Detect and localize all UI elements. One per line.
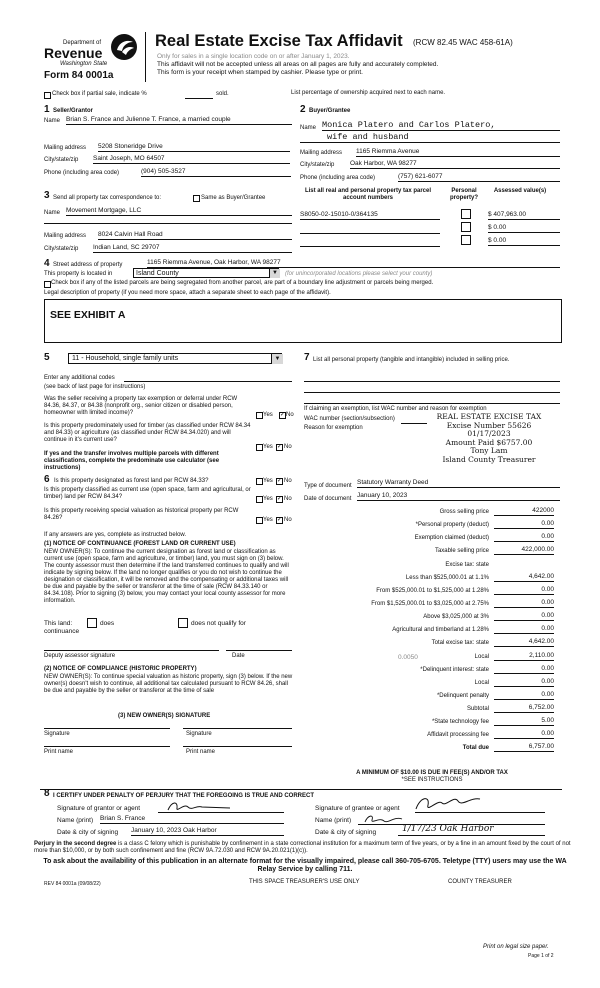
- county-select[interactable]: Island County: [133, 268, 279, 278]
- partial-sale-checkbox[interactable]: [44, 92, 51, 99]
- tax-line-value[interactable]: 0.00: [494, 586, 554, 595]
- tax-line-value[interactable]: 4,642.00: [494, 638, 554, 647]
- tax-line-label: From $1,525,000.01 to $3,025,000 at 2.75%: [371, 601, 489, 607]
- notice2-title: (2) NOTICE OF COMPLIANCE (HISTORIC PROPERTY): [44, 666, 197, 672]
- current-use-no-checkbox-checked[interactable]: ✓: [277, 496, 283, 502]
- exemption-yes-checkbox[interactable]: [256, 412, 263, 419]
- tax-line-value[interactable]: 5.00: [494, 717, 554, 726]
- owner-print-line-1[interactable]: [44, 746, 170, 747]
- tax-line-value[interactable]: 0.00: [494, 612, 554, 621]
- segregated-label: Check box if any of the listed parcels are being segregated from another parcel, are part of a boundary line adjustment or parcels being merged.: [51, 280, 434, 286]
- assessed-value-3[interactable]: $ 0.00: [488, 237, 560, 246]
- timber-yes-checkbox[interactable]: [256, 444, 263, 451]
- partial-sale-percent-line: [185, 98, 213, 99]
- header-divider: [145, 32, 146, 82]
- revenue-label: Revenue: [44, 45, 103, 61]
- tax-line-value[interactable]: 0.00: [494, 678, 554, 687]
- tax-line-value[interactable]: 0.00: [494, 665, 554, 674]
- tax-line-value[interactable]: 0.00: [494, 520, 554, 529]
- tax-line-label: Subtotal: [466, 706, 489, 712]
- land-use-select[interactable]: 11 - Household, single family units: [68, 353, 282, 364]
- deputy-date-line[interactable]: [226, 650, 292, 651]
- grantee-date-city[interactable]: 1/17/23 Oak Harbor: [398, 824, 545, 836]
- forest-yes-checkbox[interactable]: [256, 478, 263, 485]
- land-use-dropdown-chevron-icon[interactable]: ▼: [271, 354, 283, 364]
- current-use-question: Is this property classified as current use (open space, farm and agricultural, or timber) land per RCW 84.34?: [44, 487, 251, 500]
- forest-question: Is this property designated as forest land per RCW 84.33?: [54, 478, 209, 484]
- additional-codes-field[interactable]: [124, 381, 292, 382]
- parcel-col-header: List all real and personal property tax parcel account numbers: [304, 188, 432, 201]
- tax-line-value[interactable]: 0.00: [494, 533, 554, 542]
- does-qualify-checkbox[interactable]: [87, 618, 97, 628]
- if-yes-note: If any answers are yes, complete as instructed below.: [44, 532, 187, 538]
- section7-text: List all personal property (tangible and intangible) included in selling price.: [313, 357, 510, 363]
- buyer-name-line1[interactable]: Monica Platero and Carlos Platero,: [322, 120, 560, 131]
- forest-no-checkbox-checked[interactable]: ✓: [277, 478, 283, 484]
- treasurer-paid-stamp: REAL ESTATE EXCISE TAX Excise Number 55626 01/17/2023 Amount Paid $6757.00 Tony Lam Island County Treasurer: [436, 412, 542, 464]
- parcel-number-3[interactable]: [300, 246, 440, 247]
- county-hint: (for unincorporated locations please select your county): [285, 271, 433, 277]
- tax-line-value[interactable]: 0.00: [494, 625, 554, 634]
- tax-line-value[interactable]: 0.00: [494, 691, 554, 700]
- tax-line-label: From $525,000.01 to $1,525,000 at 1.28%: [376, 588, 489, 594]
- tax-line-label: Less than $525,000.01 at 1.1%: [405, 575, 489, 581]
- form-title: Real Estate Excise Tax Affidavit: [155, 32, 403, 50]
- page-number: Page 1 of 2: [528, 953, 554, 959]
- tax-line-value[interactable]: 6,752.00: [494, 704, 554, 713]
- header-note-3: This form is your receipt when stamped by cashier. Please type or print.: [157, 69, 363, 76]
- legal-description: SEE EXHIBIT A: [50, 309, 126, 321]
- exemption-question: Was the seller receiving a property tax exemption or deferral under RCW 84.36, 84.37, or 84.38 (nonprofit org., senior citizen or disabled person, homeowner with limited income)?: [44, 396, 238, 416]
- parcel-number-1[interactable]: S8050-02-15010-0/364135: [300, 211, 440, 220]
- timber-question-note: If yes and the transfer involves multiple parcels with different classifications, complete the predominate use calculator (see instructions): [44, 451, 220, 471]
- notice1-title: (1) NOTICE OF CONTINUANCE (FOREST LAND OR CURRENT USE): [44, 541, 236, 547]
- tax-line-label: *State technology fee: [431, 719, 489, 725]
- segregated-checkbox[interactable]: [44, 281, 51, 288]
- partial-sale-label: Check box if partial sale, indicate %: [52, 91, 147, 97]
- partial-sale-sold: sold.: [216, 91, 229, 97]
- timber-no-checkbox-checked[interactable]: ✓: [277, 444, 283, 450]
- form-statute: (RCW 82.45 WAC 458-61A): [413, 38, 513, 47]
- tax-line-label: *Delinquent interest: state: [420, 667, 489, 673]
- timber-question: Is this property predominately used for timber (as classified under RCW 84.34 and 84.33) or agriculture (as classified under RCW 84.34.020) and will continue in it's current use?: [44, 423, 251, 443]
- personal-col-header: Personal property?: [449, 188, 478, 201]
- personal-property-checkbox-3[interactable]: [461, 235, 471, 245]
- county-dropdown-chevron-icon[interactable]: ▼: [269, 269, 280, 278]
- ownership-note: List percentage of ownership acquired next to each name.: [291, 90, 446, 96]
- form-number: Form 84 0001a: [44, 70, 114, 81]
- buyer-heading: Buyer/Grantee: [309, 108, 351, 114]
- document-type[interactable]: Statutory Warranty Deed: [357, 479, 560, 488]
- seller-mailing[interactable]: 5208 Stoneridge Drive: [98, 143, 290, 152]
- assessed-value-2[interactable]: $ 0.00: [488, 224, 560, 233]
- seller-heading: Seller/Grantor: [53, 108, 94, 114]
- exemption-no-checkbox-checked[interactable]: ✓: [280, 412, 286, 418]
- tax-line-value[interactable]: 6,757.00: [494, 743, 554, 752]
- personal-property-checkbox-2[interactable]: [461, 222, 471, 232]
- header-note-2: This affidavit will not be accepted unless all areas on all pages are fully and accurately completed.: [157, 61, 439, 68]
- local-rate: 0.0050: [398, 654, 418, 661]
- tax-line-label: Local: [474, 654, 489, 660]
- does-not-qualify-checkbox[interactable]: [178, 618, 188, 628]
- tax-line-label: Agricultural and timberland at 1.28%: [392, 627, 489, 633]
- grantee-signature-scribble: [410, 793, 490, 815]
- exemption-note: If claiming an exemption, list WAC number and reason for exemption: [304, 406, 487, 412]
- tax-line-value[interactable]: 4,642.00: [494, 573, 554, 582]
- notice1-text: NEW OWNER(S): To continue the current designation as forest land or classification as current use (open space, farm and agriculture, or timber) land, you must sign on (3) below. The county assessor must then determine if the land transferred continues to qualify and will indicate by signing below. If the land no longer qualifies or you do not wish to continue the designation or classification, it will be removed and the compensating or additional taxes will be due and payable by the seller or transferor at the time of sale (RCW 84.33.140 or 84.34.108). Prior to signing (3) below, you may contact your local county assessor for more information.: [44, 549, 289, 604]
- seller-name[interactable]: Brian S. France and Julienne T. France, a married couple: [66, 116, 292, 125]
- historical-no-checkbox-checked[interactable]: ✓: [277, 517, 283, 523]
- same-as-buyer-checkbox[interactable]: [193, 195, 200, 202]
- parcel-number-2[interactable]: [300, 233, 440, 234]
- grantor-date-city[interactable]: January 10, 2023 Oak Harbor: [131, 827, 284, 836]
- document-date[interactable]: January 10, 2023: [357, 492, 560, 501]
- assessed-value-1[interactable]: $ 407,963.00: [488, 211, 560, 220]
- new-owner-signature-heading: (3) NEW OWNER(S) SIGNATURE: [118, 713, 211, 719]
- tax-line-value[interactable]: 2,110.00: [494, 652, 554, 661]
- tax-line-label: Taxable selling price: [434, 548, 489, 554]
- see-instructions-note: *SEE INSTRUCTIONS: [401, 777, 463, 783]
- tax-line-label: Exemption claimed (deduct): [414, 535, 489, 541]
- accessibility-notice: To ask about the availability of this publication in an alternate format for the visually impaired, please call 360-705-6705. Teletype (TTY) users may use the WA Relay Service by calling 711.: [43, 858, 567, 873]
- owner-print-line-2[interactable]: [183, 746, 292, 747]
- tax-line-value[interactable]: 0.00: [494, 730, 554, 739]
- tax-line-label: Total due: [462, 745, 489, 751]
- tax-line-label: Gross selling price: [439, 509, 489, 515]
- tax-line-label: Total excise tax: state: [431, 640, 489, 646]
- tax-line-value[interactable]: 0.00: [494, 599, 554, 608]
- minimum-due-note: A MINIMUM OF $10.00 IS DUE IN FEE(S) AND/OR TAX: [356, 770, 508, 776]
- assessed-col-header: Assessed value(s): [493, 188, 547, 194]
- tax-line-label: *Delinquent penalty: [436, 693, 489, 699]
- tax-line-label: Excise tax: state: [445, 562, 489, 568]
- property-address[interactable]: 1165 Riemma Avenue, Oak Harbor, WA 98277: [147, 259, 560, 268]
- legal-size-note: Print on legal size paper.: [483, 944, 549, 950]
- seller-city[interactable]: Saint Joseph, MO 64507: [93, 155, 290, 164]
- buyer-phone[interactable]: (757) 621-6077: [398, 173, 560, 182]
- notice2-text: NEW OWNER(S): To continue special valuation as historic property, sign (3) below. If the new owner(s) doesn't wish to continue, all additional tax calculated pursuant to RCW 84.26, shall be due and payable by the seller or transferor at the time of sale: [44, 674, 293, 694]
- personal-property-checkbox-1[interactable]: [461, 209, 471, 219]
- revision-label: REV 84 0001a (09/08/22): [44, 881, 101, 887]
- header-note-1: Only for sales in a single location code on or after January 1, 2023.: [157, 53, 350, 60]
- historical-question: Is this property receiving special valuation as historical property per RCW 84.26?: [44, 508, 239, 521]
- grantor-signature-scribble: [166, 799, 236, 815]
- deputy-signature-line[interactable]: [44, 650, 219, 651]
- tax-correspondence-mailing[interactable]: 8024 Calvin Hall Road: [98, 231, 292, 240]
- tax-correspondence-city[interactable]: Indian Land, SC 29707: [93, 244, 292, 253]
- legal-description-box[interactable]: [44, 299, 562, 343]
- county-treasurer-label: COUNTY TREASURER: [448, 879, 512, 885]
- buyer-mailing[interactable]: 1165 Riemma Avenue: [356, 148, 560, 157]
- tax-correspondence-name[interactable]: Movement Mortgage, LLC: [66, 207, 292, 216]
- historical-yes-checkbox[interactable]: [256, 517, 263, 524]
- certify-statement: I CERTIFY UNDER PENALTY OF PERJURY THAT THE FOREGOING IS TRUE AND CORRECT: [53, 793, 315, 799]
- tax-line-value[interactable]: 422,000.00: [494, 546, 554, 555]
- tax-line-label: Affidavit processing fee: [427, 732, 489, 738]
- treasurer-use-label: THIS SPACE TREASURER'S USE ONLY: [249, 879, 360, 885]
- tax-line-label: Above $3,025,000 at 3%: [423, 614, 489, 620]
- buyer-name-line2[interactable]: wife and husband: [300, 132, 560, 143]
- owner-signature-line-1[interactable]: [44, 728, 170, 729]
- grantor-print-name[interactable]: Brian S. France: [100, 815, 284, 824]
- perjury-notice: Perjury in the second degree is a class C felony which is punishable by confinement in a state correctional institution for a maximum term of five years, or by a fine in an amount fixed by the court of not more than $10,000, or by both such confinement and fine (RCW 9A.72.030 and RCW 9A.20.021(1)(c)).: [34, 841, 571, 854]
- dor-logo-icon: [110, 33, 138, 61]
- dept-label: Department of: [63, 40, 102, 46]
- tax-line-label: *Personal property (deduct): [415, 522, 489, 528]
- tax-line-label: Local: [474, 680, 489, 686]
- same-as-buyer-label: Same as Buyer/Grantee: [201, 195, 266, 201]
- owner-signature-line-2[interactable]: [183, 728, 292, 729]
- section3-text: Send all property tax correspondence to:: [53, 195, 162, 201]
- current-use-yes-checkbox[interactable]: [256, 496, 263, 503]
- seller-phone[interactable]: (904) 505-3527: [141, 168, 291, 177]
- legal-description-label: Legal description of property (if you need more space, attach a separate sheet to each page of the affidavit).: [44, 290, 331, 296]
- buyer-city[interactable]: Oak Harbor, WA 98277: [350, 160, 560, 169]
- tax-line-value[interactable]: 422000: [494, 507, 554, 516]
- state-label: Washington State: [60, 61, 108, 67]
